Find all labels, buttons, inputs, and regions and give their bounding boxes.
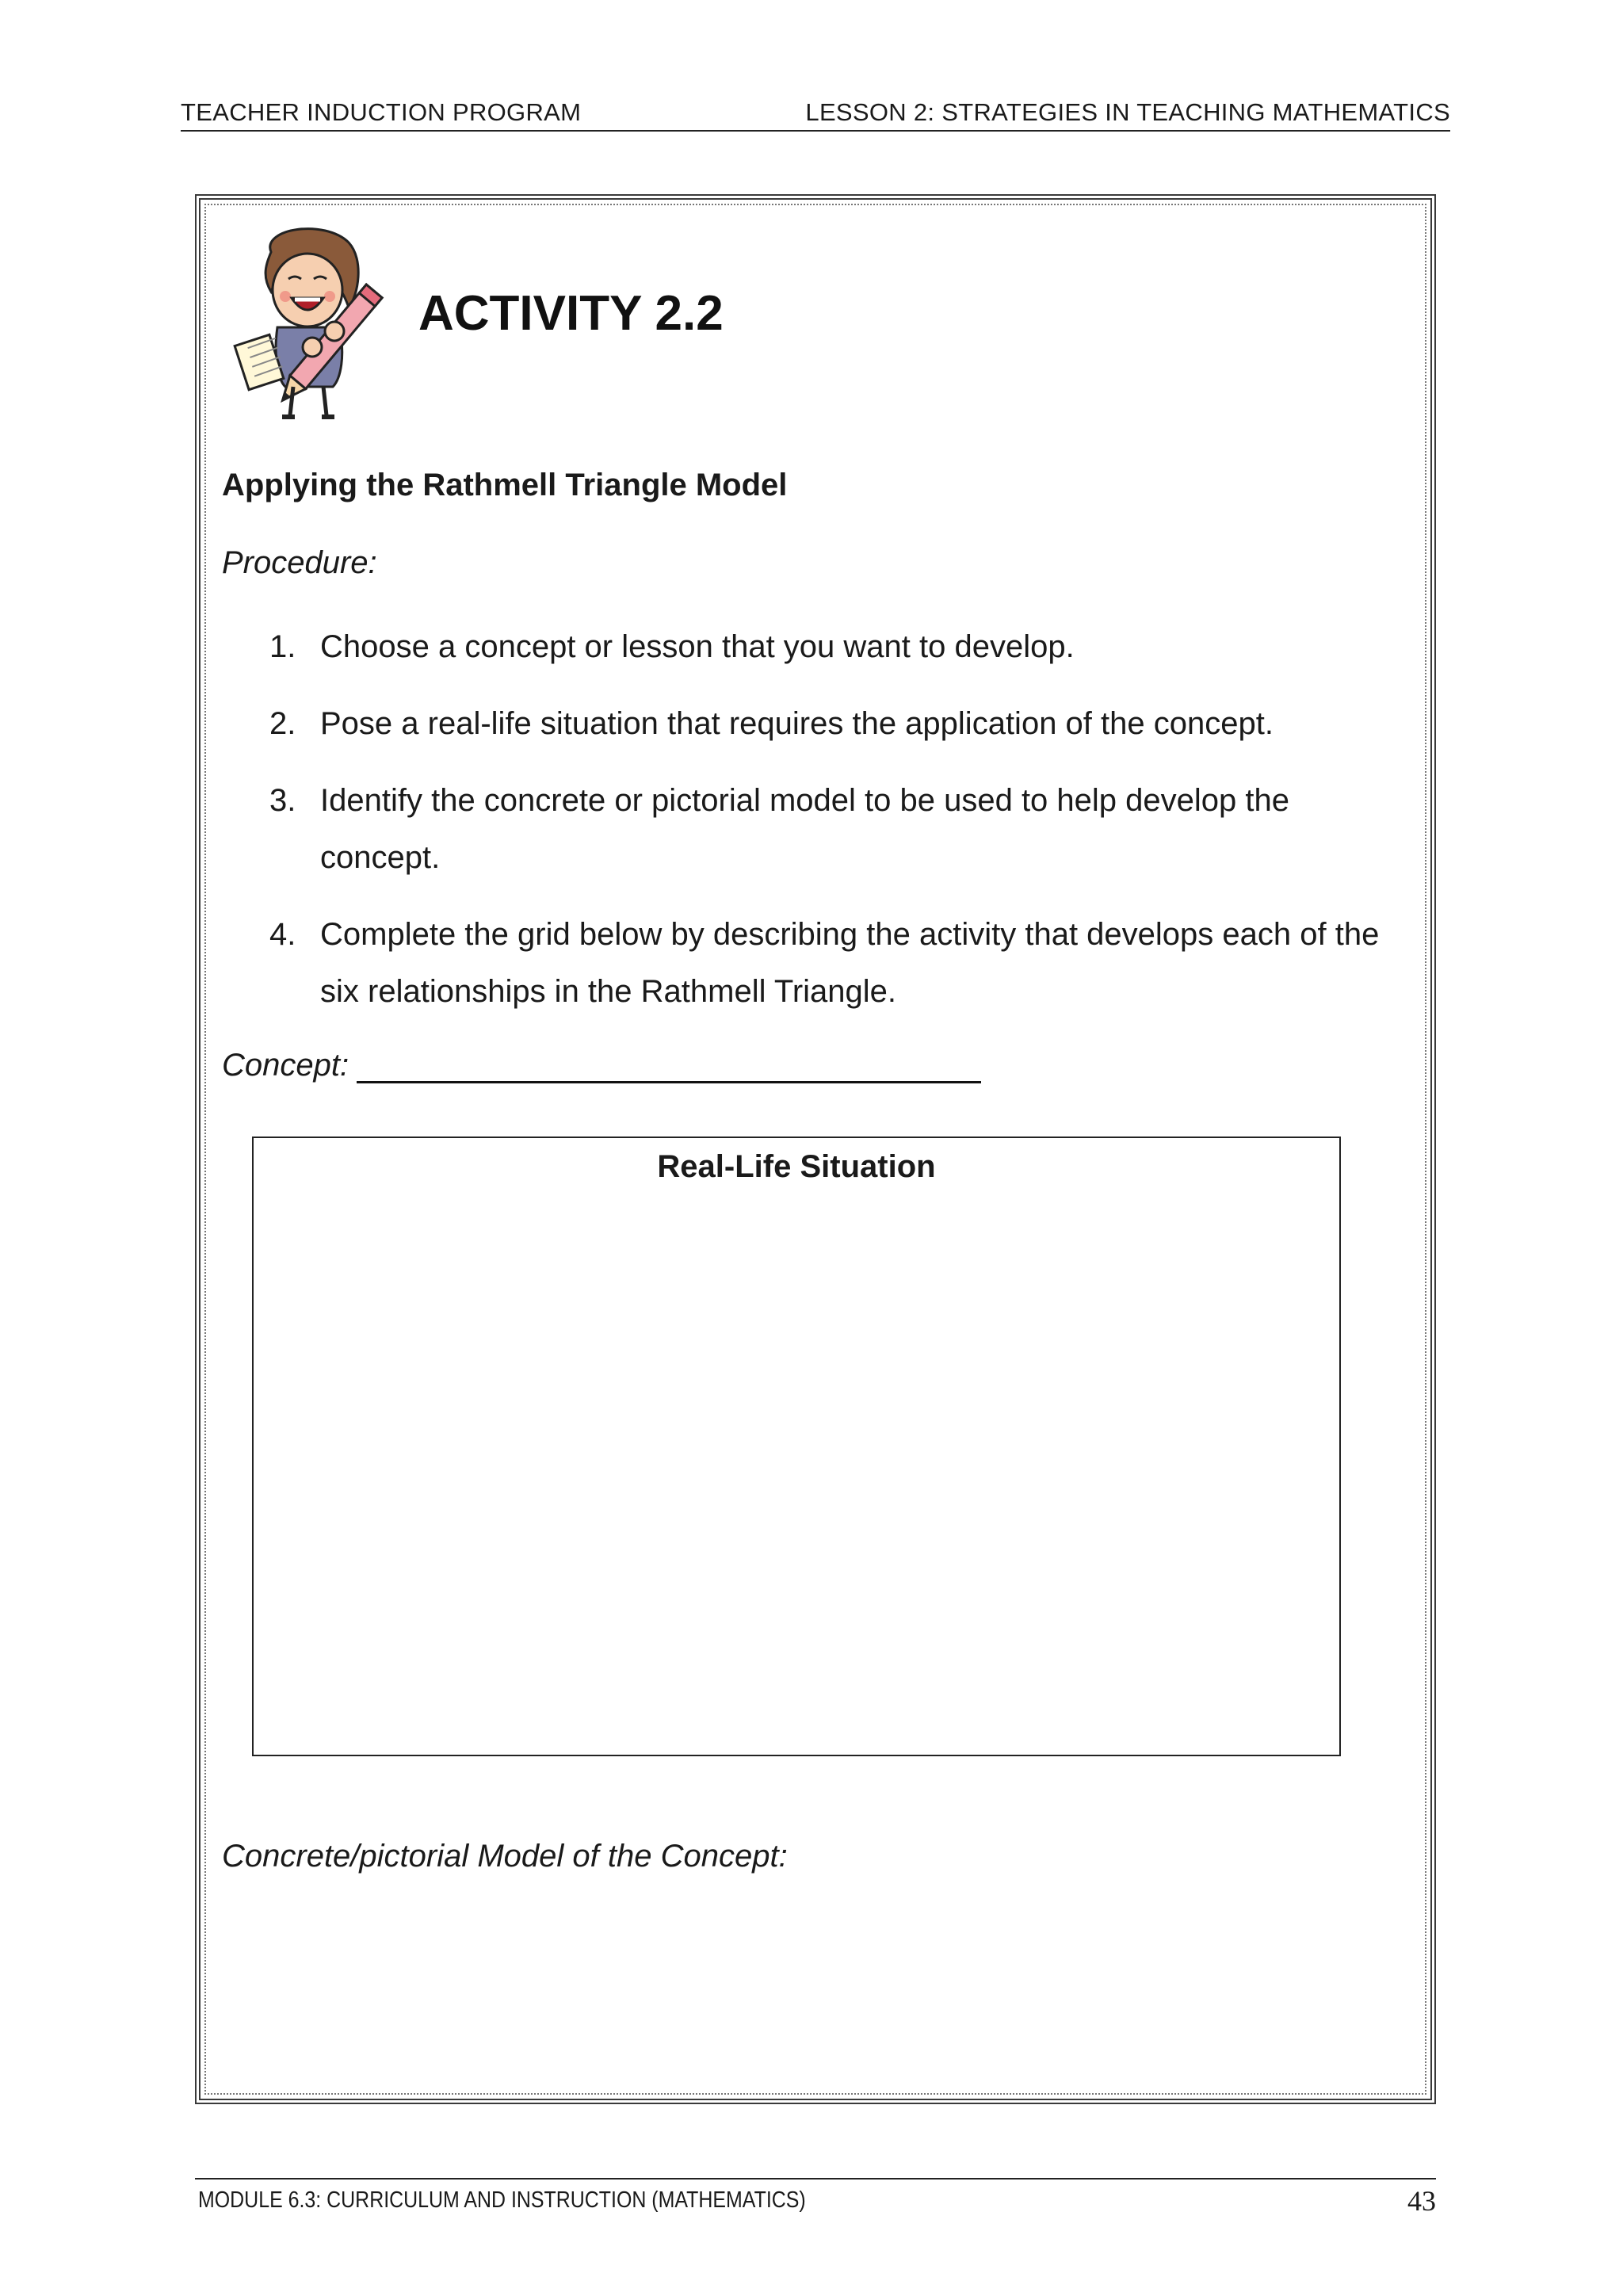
page-number: 43 [1407, 2185, 1436, 2217]
header-program-title: TEACHER INDUCTION PROGRAM [181, 98, 582, 126]
concept-blank-line[interactable] [357, 1041, 981, 1083]
real-life-situation-box[interactable] [252, 1137, 1341, 1756]
procedure-step [269, 772, 1403, 886]
procedure-steps [269, 618, 1403, 1040]
model-label: Concrete/pictorial Model of the Concept: [222, 1839, 788, 1874]
step-text: Complete the grid below by describing the activity that develops each of the six relationships in the Rathmell Triangle. [320, 917, 1380, 1009]
step-number: 1. [269, 629, 296, 664]
running-footer [195, 2178, 1436, 2219]
step-number: 3. [269, 783, 296, 818]
real-life-situation-title: Real-Life Situation [657, 1149, 936, 1184]
running-header [181, 97, 1450, 132]
procedure-step [269, 906, 1403, 1020]
step-number: 2. [269, 706, 296, 741]
procedure-label: Procedure: [222, 545, 377, 580]
step-text: Pose a real-life situation that requires the application of the concept. [320, 706, 1274, 741]
step-text: Identify the concrete or pictorial model to be used to help develop the concept. [320, 783, 1289, 875]
step-text: Choose a concept or lesson that you want to develop. [320, 629, 1075, 664]
section-title: Applying the Rathmell Triangle Model [222, 468, 788, 502]
footer-module-title: MODULE 6.3: CURRICULUM AND INSTRUCTION (MATHEMATICS) [198, 2187, 806, 2213]
activity-title: ACTIVITY 2.2 [418, 286, 724, 341]
concept-label: Concept: [222, 1048, 349, 1083]
procedure-step [269, 695, 1403, 752]
step-number: 4. [269, 917, 296, 952]
procedure-step [269, 618, 1403, 675]
header-lesson-title: LESSON 2: STRATEGIES IN TEACHING MATHEMATICS [805, 98, 1450, 126]
concept-field-row [222, 1041, 981, 1083]
teacher-with-pencil-icon [230, 220, 388, 422]
